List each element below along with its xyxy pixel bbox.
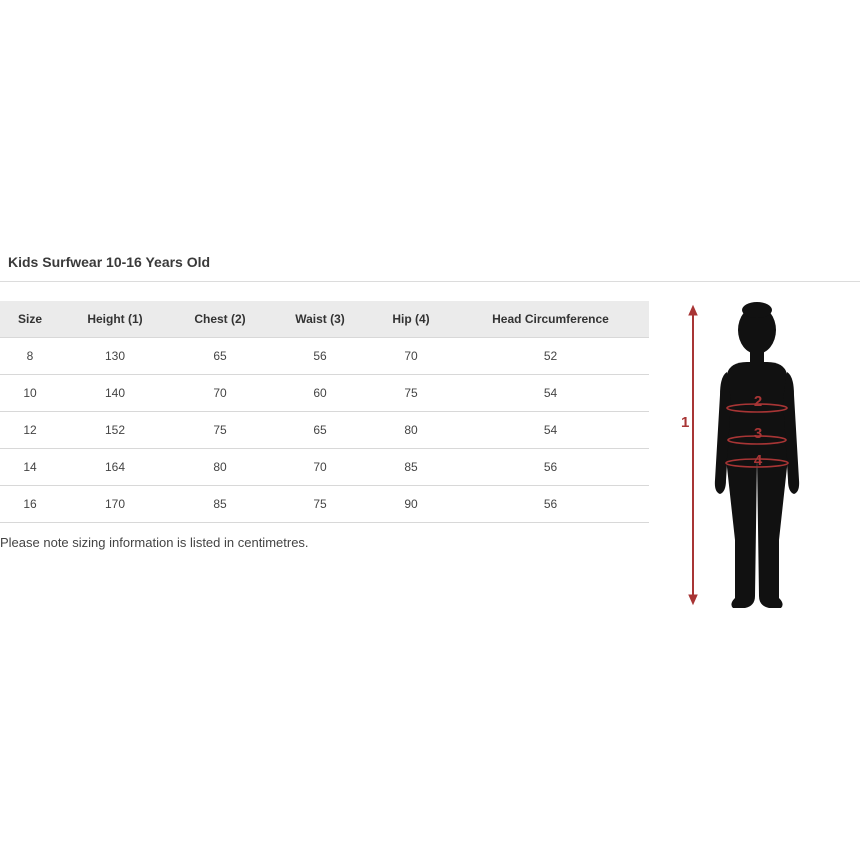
cell-chest: 75 [170,412,270,449]
cell-waist: 70 [270,449,370,486]
cell-head: 56 [452,486,649,523]
cell-hip: 80 [370,412,452,449]
height-label: 1 [681,414,690,431]
sizing-note: Please note sizing information is listed in centimetres. [0,535,309,550]
cell-size: 12 [0,412,60,449]
cell-height: 164 [60,449,170,486]
size-chart-table [0,301,649,523]
chest-label: 2 [753,393,763,410]
table-row [0,375,649,412]
table-row [0,449,649,486]
title-divider [0,281,860,282]
table-row [0,486,649,523]
header-height: Height (1) [60,301,170,338]
cell-size: 16 [0,486,60,523]
cell-head: 54 [452,375,649,412]
table-header-row [0,301,649,338]
cell-hip: 70 [370,338,452,375]
cell-head: 52 [452,338,649,375]
cell-height: 140 [60,375,170,412]
page-title: Kids Surfwear 10-16 Years Old [8,254,211,270]
cell-size: 8 [0,338,60,375]
cell-size: 14 [0,449,60,486]
table-row [0,338,649,375]
cell-chest: 80 [170,449,270,486]
cell-chest: 85 [170,486,270,523]
cell-waist: 75 [270,486,370,523]
cell-waist: 56 [270,338,370,375]
cell-size: 10 [0,375,60,412]
header-chest: Chest (2) [170,301,270,338]
cell-head: 56 [452,449,649,486]
cell-chest: 65 [170,338,270,375]
header-hip: Hip (4) [370,301,452,338]
header-size: Size [0,301,60,338]
cell-height: 152 [60,412,170,449]
hip-label: 4 [753,452,763,469]
cell-waist: 65 [270,412,370,449]
header-waist: Waist (3) [270,301,370,338]
child-silhouette-diagram [665,300,825,620]
cell-height: 130 [60,338,170,375]
cell-hip: 75 [370,375,452,412]
cell-hip: 90 [370,486,452,523]
header-head-circumference: Head Circumference [452,301,649,338]
cell-waist: 60 [270,375,370,412]
cell-chest: 70 [170,375,270,412]
cell-hip: 85 [370,449,452,486]
cell-head: 54 [452,412,649,449]
height-arrow [689,306,697,604]
table-row [0,412,649,449]
waist-label: 3 [753,425,763,442]
cell-height: 170 [60,486,170,523]
measurement-figure [665,300,825,620]
